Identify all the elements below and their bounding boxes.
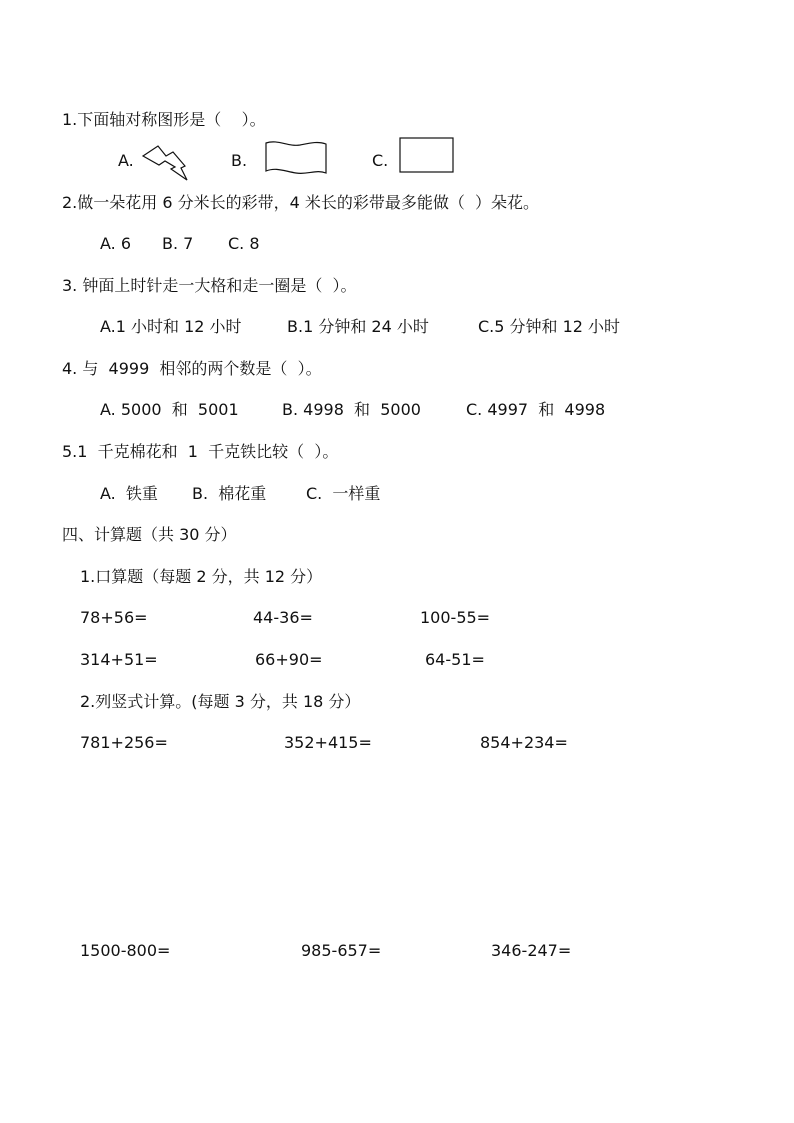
question-5-option-c: C. 一样重 xyxy=(306,484,381,503)
question-1-stem: 1.下面轴对称图形是（ ）。 xyxy=(62,110,266,129)
question-4-stem: 4. 与 4999 相邻的两个数是（ ）。 xyxy=(62,359,322,378)
question-4-option-c: C. 4997 和 4998 xyxy=(466,400,606,419)
vertical-calc-item: 1500-800= xyxy=(80,941,171,960)
question-2-option-c: C. 8 xyxy=(228,234,260,253)
question-2-option-a: A. 6 xyxy=(100,234,132,253)
vertical-calc-item: 854+234= xyxy=(480,733,568,752)
oral-calc-item: 314+51= xyxy=(80,650,158,669)
question-3-option-c: C.5 分钟和 12 小时 xyxy=(478,317,621,336)
question-5-option-b: B. 棉花重 xyxy=(192,484,267,503)
question-5-option-a: A. 铁重 xyxy=(100,484,158,503)
question-5-stem: 5.1 千克棉花和 1 千克铁比较（ ）。 xyxy=(62,442,339,461)
question-2-stem: 2.做一朵花用 6 分米长的彩带，4 米长的彩带最多能做（ ）朵花。 xyxy=(62,193,540,212)
oral-calc-item: 100-55= xyxy=(420,608,491,627)
vertical-calc-item: 346-247= xyxy=(491,941,572,960)
question-3-stem: 3. 钟面上时针走一大格和走一圈是（ ）。 xyxy=(62,276,357,295)
vertical-calc-title: 2.列竖式计算。(每题 3 分，共 18 分） xyxy=(80,692,361,711)
oral-calc-item: 66+90= xyxy=(255,650,323,669)
wavy-flag-icon xyxy=(264,140,328,176)
question-4-option-a: A. 5000 和 5001 xyxy=(100,400,239,419)
vertical-calc-item: 352+415= xyxy=(284,733,372,752)
lightning-bolt-icon xyxy=(141,144,191,182)
question-4-option-b: B. 4998 和 5000 xyxy=(282,400,421,419)
oral-calc-item: 78+56= xyxy=(80,608,148,627)
oral-calc-item: 64-51= xyxy=(425,650,485,669)
vertical-calc-item: 781+256= xyxy=(80,733,168,752)
question-3-option-a: A.1 小时和 12 小时 xyxy=(100,317,242,336)
vertical-calc-item: 985-657= xyxy=(301,941,382,960)
section-4-title: 四、计算题（共 30 分） xyxy=(62,525,237,544)
rectangle-icon xyxy=(399,137,455,174)
question-1-option-a: A. xyxy=(118,151,134,170)
question-1-option-c: C. xyxy=(372,151,389,170)
question-3-option-b: B.1 分钟和 24 小时 xyxy=(287,317,429,336)
oral-calc-item: 44-36= xyxy=(253,608,313,627)
question-1-option-b: B. xyxy=(231,151,248,170)
question-2-option-b: B. 7 xyxy=(162,234,194,253)
oral-calc-title: 1.口算题（每题 2 分，共 12 分） xyxy=(80,567,323,586)
